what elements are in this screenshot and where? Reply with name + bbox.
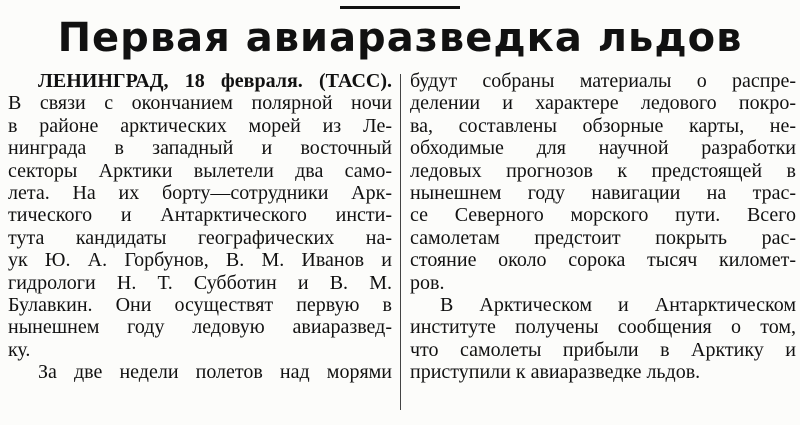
paragraph-line: обходимые для научной разработки bbox=[410, 137, 796, 160]
paragraph-line: се Северного морского пути. Всего bbox=[410, 204, 796, 227]
paragraph-line: тического и Антарктического инсти- bbox=[8, 204, 392, 227]
column-divider bbox=[400, 74, 401, 410]
paragraph-line: что самолеты прибыли в Арктику и bbox=[410, 338, 796, 361]
headline: Первая авиаразведка льдов bbox=[57, 15, 743, 61]
paragraph-line: В связи с окончанием полярной ночи bbox=[8, 92, 392, 115]
paragraph-line: нинграда в западный и восточный bbox=[8, 137, 392, 160]
paragraph-line: ледовых прогнозов к предстоящей в bbox=[410, 159, 796, 182]
paragraph-line: Булавкин. Они осуществят первую в bbox=[8, 294, 392, 317]
paragraph-line: в районе арктических морей из Ле- bbox=[8, 114, 392, 137]
paragraph-line: самолетам предстоит покрыть рас- bbox=[410, 226, 796, 249]
paragraph-line: ров. bbox=[410, 271, 445, 294]
paragraph-line: В Арктическом и Антарктическом bbox=[440, 294, 796, 317]
paragraph-line: секторы Арктики вылетели два само- bbox=[8, 159, 392, 182]
top-rule bbox=[340, 6, 460, 9]
paragraph-line: будут собраны материалы о распре- bbox=[410, 70, 796, 92]
paragraph-line: лета. На их борту—сотрудники Арк- bbox=[8, 182, 392, 205]
paragraph-line: делении и характере ледового покро- bbox=[410, 92, 796, 115]
paragraph-line: нынешнем году навигации на трас- bbox=[410, 182, 796, 205]
left-column bbox=[8, 70, 392, 384]
paragraph-line: приступили к авиаразведке льдов. bbox=[410, 361, 701, 384]
paragraph-line: За две недели полетов над морями bbox=[38, 361, 392, 384]
paragraph-line: ва, составлены обзорные карты, не- bbox=[410, 114, 796, 137]
paragraph-line: институте получены сообщения о том, bbox=[410, 316, 796, 339]
paragraph-line: нынешнем году ледовую авиаразвед- bbox=[8, 316, 392, 339]
paragraph-line: ук Ю. А. Горбунов, В. М. Иванов и bbox=[8, 249, 392, 272]
paragraph-line: гидрологи Н. Т. Субботин и В. М. bbox=[8, 271, 392, 294]
dateline: ЛЕНИНГРАД, 18 февраля. (ТАСС). bbox=[38, 70, 392, 92]
paragraph-line: ку. bbox=[8, 338, 31, 361]
right-column bbox=[410, 70, 796, 384]
paragraph-line: стояние около сорока тысяч километ- bbox=[410, 249, 796, 272]
paragraph-line: тута кандидаты географических на- bbox=[8, 226, 392, 249]
